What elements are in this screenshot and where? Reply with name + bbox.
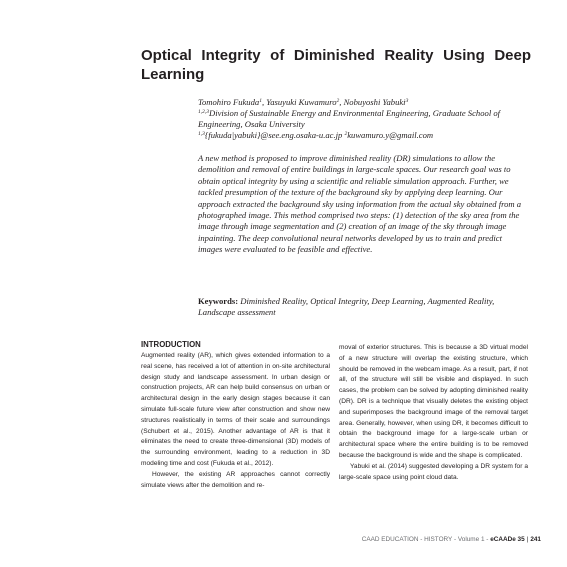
abstract: A new method is proposed to improve diminished reality (DR) simulations to allow the demolition and removal of entire buildings in large-scale spaces. Our research goal was to obtain optical integrity by using a scientific and reliable simulation approach. Further, we tackled presumption of the texture of the background sky by applying deep learning. Our approach extracted the background sky using information from the actual sky obtained from a photographed image. This method comprised two steps: (1) detection of the sky area from the image through image segmentation and (2) creation of an image of the sky through image inpainting. The deep convolutional neural networks developed by us to train and predict images were evaluated to be feasible and effective.	[198, 153, 522, 255]
page-footer	[362, 536, 541, 543]
author-name: Tomohiro Fukuda	[198, 97, 260, 107]
keywords-text: Diminished Reality, Optical Integrity, Deep Learning, Augmented Reality, Landscape assessment	[198, 296, 495, 318]
paper-title: Optical Integrity of Diminished Reality Using Deep Learning	[141, 47, 531, 83]
page-number: 241	[530, 536, 541, 543]
author-index: 2	[336, 98, 340, 104]
footer-journal: CAAD EDUCATION - HISTORY - Volume 1 -	[361, 536, 491, 543]
keywords-label: Keywords:	[198, 296, 239, 306]
body-column-right	[339, 343, 528, 483]
body-paragraph: moval of exterior structures. This is because a 3D virtual model of a new structure will overlap the existing structure, which should be removed in the webcam image. As a result, part, if not all, of the structure will still be visible and displayed. In such cases, the problem can be solved by adopting diminished reality (DR). DR is a technique that visually deletes the existing object and superimposes the background image of the removal target area. Generally, however, when using DR, it becomes difficult to obtain the background image for a large-scale urban or architectural space where the entire building is to be removed because the background is wide and the shape is complicated.	[339, 344, 528, 459]
affiliation-index: 1,2,3	[198, 109, 209, 115]
body-paragraph: However, the existing AR approaches cannot correctly simulate views after the demolition and re-	[141, 470, 330, 489]
affiliation-text: Division of Sustainable Energy and Environmental Engineering, Graduate School of Engineering, Osaka University	[198, 108, 501, 129]
email-index: 2	[344, 131, 348, 137]
footer-separator: |	[526, 536, 529, 543]
keywords	[198, 296, 528, 319]
section-heading: INTRODUCTION	[141, 340, 201, 349]
email-address[interactable]: kuwamuro.y@gmail.com	[347, 130, 434, 140]
body-column-left	[141, 340, 330, 491]
author-list: Tomohiro Fukuda$^1$, Yasuyuki Kuwamuro$^2$, Nobuyoshi Yabuki$^3$	[198, 97, 409, 107]
email-index: 1,3	[198, 131, 205, 137]
author-name: Nobuyoshi Yabuki	[343, 97, 406, 107]
author-affiliation	[198, 108, 533, 130]
author-name: Yasuyuki Kuwamuro	[266, 97, 337, 107]
author-emails	[198, 130, 533, 141]
email-address[interactable]: {fukuda|yabuki}@see.eng.osaka-u.ac.jp	[204, 130, 343, 140]
body-paragraph: Augmented reality (AR), which gives extended information to a real scene, has received a lot of attention in on-site architectural design study and landscape assessment. In urban design or construction projects, AR can help build consensus on urban or architectural design in the early design stages because it can simulate full-scale future view after construction and show new structures realistically in terms of their scale and surroundings (Schubert et al., 2015). Another advantage of AR is that it eliminates the need to create three-dimensional (3D) models of the surrounding environment, leading to a reduction in 3D modeling time and cost (Fukuda et al., 2012).	[141, 352, 330, 467]
author-index: 3	[405, 98, 409, 104]
footer-conference: eCAADe 35	[490, 536, 525, 543]
author-index: 1	[259, 98, 262, 104]
body-paragraph: Yabuki et al. (2014) suggested developing a DR system for a large-scale space using point cloud data.	[339, 462, 528, 481]
